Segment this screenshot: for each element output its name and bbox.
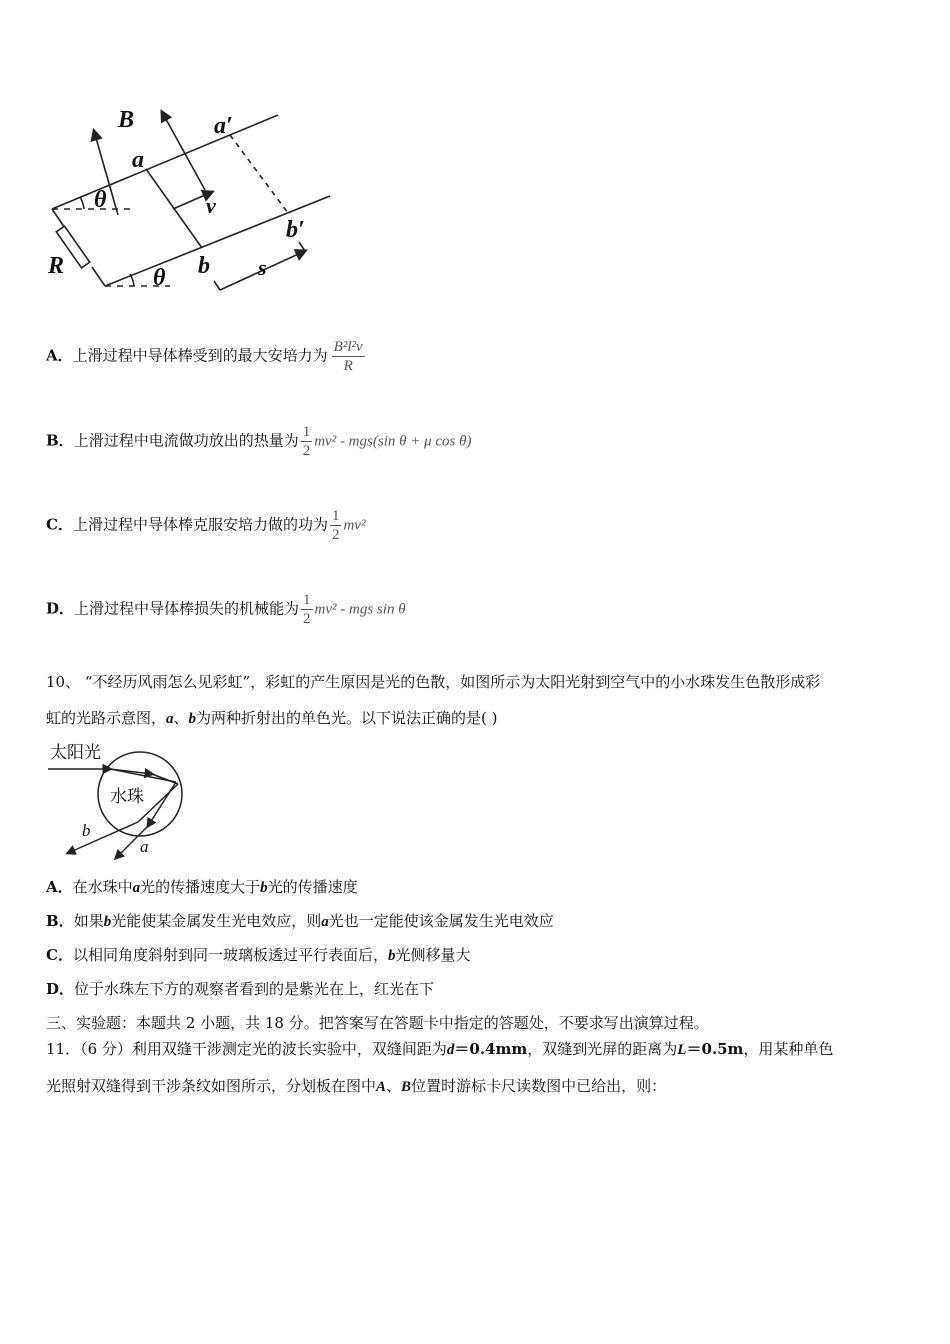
- field-arrow-2: [162, 112, 205, 190]
- ray-b-label: b: [82, 821, 91, 840]
- question-10-line-1: 10、 “不经历风雨怎么见彩虹”，彩虹的产生原因是光的色散，如图所示为太阳光射到空气中的小水珠发生色散形成彩: [46, 673, 821, 691]
- option-letter: C．: [46, 515, 73, 534]
- math-fraction: $\frac{\text{B²l²v}}{R}$: [333, 339, 363, 374]
- label-b-prime: b′: [286, 217, 305, 243]
- math-fraction: $\frac{1}{2}$: [331, 508, 340, 543]
- option-B: [46, 423, 471, 460]
- label-b: b: [198, 253, 210, 279]
- option-letter: A．: [46, 346, 73, 365]
- option-text: 上滑过程中导体棒受到的最大安培力为: [72, 346, 328, 365]
- label-theta-bottom: θ: [153, 265, 166, 291]
- math-fraction: $\frac{1}{2}$: [302, 424, 311, 459]
- option-C: [46, 507, 365, 544]
- q10-option-A: A．在水珠中a光的传播速度大于b光的传播速度: [46, 878, 358, 896]
- option-letter: D．: [46, 599, 75, 618]
- option-D: [46, 591, 406, 628]
- option-letter: B．: [46, 431, 74, 450]
- rails-figure: [40, 95, 340, 310]
- q10-option-C: C．以相同角度斜射到同一玻璃板透过平行表面后，b光侧移量大: [46, 946, 471, 964]
- section-3-heading: 三、实验题：本题共 2 小题，共 18 分。把答案写在答题卡中指定的答题处，不要求写出演算过程。: [46, 1014, 709, 1032]
- label-theta-top: θ: [94, 187, 107, 213]
- label-a: a: [132, 147, 144, 173]
- math-expression: mv²: [343, 517, 366, 534]
- label-R: R: [48, 253, 65, 279]
- option-text: 上滑过程中导体棒损失的机械能为: [74, 599, 300, 618]
- math-fraction: $\frac{1}{2}$: [303, 592, 311, 627]
- final-position-dashed: [230, 135, 288, 213]
- q10-option-B: B．如果b光能使某金属发生光电效应，则a光也一定能使该金属发生光电效应: [46, 912, 554, 930]
- label-B: B: [118, 107, 135, 133]
- math-expression: mv² - mgs(sin θ + μ cos θ): [314, 433, 472, 450]
- option-text: 上滑过程中导体棒克服安培力做的功为: [72, 515, 328, 534]
- option-A: [46, 338, 367, 375]
- question-11-line-2: 光照射双缝得到干涉条纹如图所示，分划板在图中A、B位置时游标卡尺读数图中已给出，则：: [46, 1077, 667, 1095]
- option-text: 上滑过程中电流做功放出的热量为: [73, 431, 299, 450]
- sunlight-label: 太阳光: [50, 743, 101, 763]
- label-a-prime: a′: [214, 113, 233, 139]
- label-s: s: [258, 255, 267, 280]
- math-expression: mv² - mgs sin θ: [314, 601, 406, 618]
- q10-option-D: D．位于水珠左下方的观察者看到的是紫光在上，红光在下: [46, 980, 435, 998]
- water-drop-label: 水珠: [110, 787, 144, 807]
- label-v: v: [206, 193, 216, 218]
- question-10-line-2: 虹的光路示意图，a、b为两种折射出的单色光。以下说法正确的是( ): [46, 709, 498, 727]
- question-11-line-1: 11．（6 分）利用双缝干涉测定光的波长实验中，双缝间距为d＝0.4mm，双缝到光屏的距离为L＝0.5m，用某种单色: [46, 1040, 834, 1058]
- ray-a-label: a: [140, 837, 149, 856]
- raindrop-figure: [44, 738, 194, 860]
